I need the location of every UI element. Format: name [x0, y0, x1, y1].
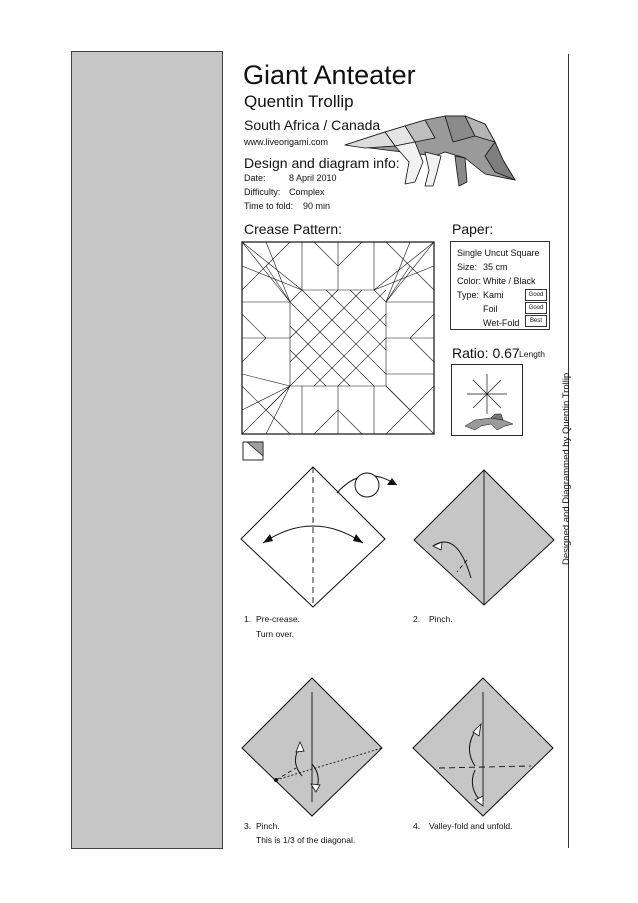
paper-color-label: Color: [457, 276, 482, 286]
step-number: 1. [244, 614, 252, 624]
paper-type-line: Single Uncut Square [457, 248, 540, 258]
step-subtext: Turn over. [256, 629, 294, 639]
author-name: Quentin Trollip [244, 92, 354, 111]
paper-corner-icon [242, 441, 264, 461]
step-text: Pre-crease. [256, 614, 300, 624]
length-label: Length [519, 349, 545, 359]
step-text: Valley-fold and unfold. [429, 821, 513, 831]
step-number: 4. [413, 821, 421, 831]
time-value: 90 min [303, 201, 331, 211]
paper-option-name: Wet-Fold [483, 318, 520, 328]
info-heading: Design and diagram info: [244, 155, 400, 171]
step2-diagram [409, 460, 559, 610]
step4-diagram [409, 672, 559, 818]
paper-heading: Paper: [452, 221, 494, 237]
side-strip [71, 51, 223, 849]
paper-color-value: White / Black [483, 276, 536, 286]
step-subtext: This is 1/3 of the diagonal. [256, 835, 356, 845]
model-title: Giant Anteater [243, 60, 416, 90]
difficulty-label: Difficulty: [244, 187, 281, 197]
paper-size-value: 35 cm [483, 262, 508, 272]
author-country: South Africa / Canada [244, 117, 381, 133]
paper-option-rating: Good [525, 289, 547, 301]
website-link[interactable]: www.liveorigami.com [244, 137, 329, 147]
paper-option-name: Foil [483, 304, 498, 314]
paper-option-name: Kami [483, 290, 504, 300]
paper-type-label: Type: [457, 290, 480, 300]
step-number: 3. [244, 821, 252, 831]
crease-pattern-heading: Crease Pattern: [244, 221, 343, 237]
step-text: Pinch. [429, 614, 453, 624]
turn-over-icon [337, 473, 397, 497]
difficulty-value: Complex [289, 187, 325, 197]
paper-option-rating: Good [525, 302, 547, 314]
ratio-diagram [451, 364, 523, 436]
crease-pattern-diagram [242, 242, 434, 434]
ratio-label: Ratio: 0.67 [452, 345, 520, 361]
step1-diagram [237, 463, 407, 608]
designer-credit: Designed and Diagrammed by Quentin Trollip [561, 372, 572, 565]
step-text: Pinch. [256, 821, 280, 831]
date-label: Date: [244, 173, 266, 183]
time-label: Time to fold: [244, 201, 294, 211]
date-value: 8 April 2010 [289, 173, 337, 183]
step3-diagram [240, 672, 390, 818]
anteater-model-icon [345, 112, 520, 192]
paper-size-label: Size: [457, 262, 478, 272]
step-number: 2. [413, 614, 421, 624]
paper-option-rating: Best [525, 315, 547, 327]
